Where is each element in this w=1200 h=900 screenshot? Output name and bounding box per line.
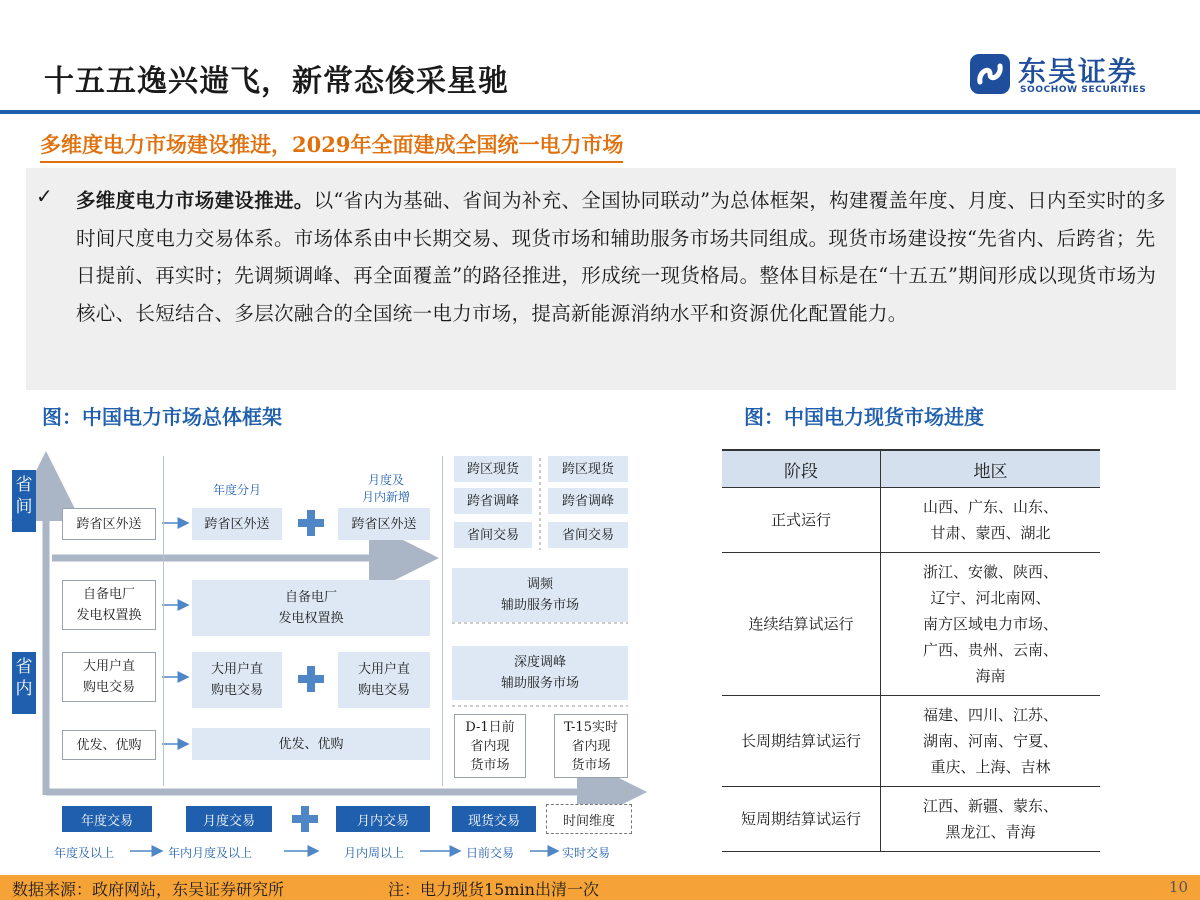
logo-text-cn: 东吴证券: [1018, 55, 1139, 88]
footer-note: 注：电力现货15min出清一次: [388, 880, 599, 899]
box-direct-left: 大用户直 购电交易: [62, 652, 156, 702]
summary-text: [76, 182, 1166, 332]
box-spot-c1-r2: 跨省调峰: [454, 488, 532, 514]
timeline-label: 年内月度及以上: [168, 846, 253, 860]
company-logo: [968, 52, 1178, 98]
side-label-interprovincial: [12, 470, 36, 532]
summary-body: 以“省内为基础、省间为补充、全国协同联动”为总体框架，构建覆盖年度、月度、日内至实时的多时间尺度电力交易体系。市场体系由中长期交易、现货市场和辅助服务市场共同组成。现货市场建设按“先省内、后跨省；先日提前、再实时；先调频调峰、再全面覆盖”的路径推进，形成统一现货格局。整体目标是在“十五五”期间形成以现货市场为核心、长短结合、多层次融合的全国统一电力市场，提高新能源消纳水平和资源优化配置能力。: [76, 189, 1166, 325]
table-cell-regions: 浙江、安徽、陕西、 辽宁、河北南网、 南方区域电力市场、 广西、贵州、云南、 海南: [881, 553, 1101, 696]
header-divider: [0, 110, 1200, 114]
table-cell-regions: 江西、新疆、蒙东、 黑龙江、青海: [881, 787, 1101, 852]
tab-monthly-trade: 月度交易: [186, 806, 272, 832]
box-captive-left: 自备电厂 发电权置换: [62, 580, 156, 630]
box-cross-region-left: 跨省区外送: [62, 508, 156, 540]
label-annual-monthly: 年度分月: [212, 483, 261, 497]
box-cross-region-right: 跨省区外送: [338, 508, 430, 540]
box-deep-peak: 深度调峰 辅助服务市场: [452, 646, 628, 700]
plus-icon: [298, 510, 324, 536]
timeline-label: 年度及以上: [54, 846, 115, 860]
grid-line: [442, 456, 443, 786]
logo-mark-icon: [968, 52, 1012, 96]
plus-icon: [298, 666, 324, 692]
table-cell-stage: 连续结算试运行: [722, 553, 881, 696]
table-cell-stage: 正式运行: [722, 488, 881, 553]
box-spot-c2-r3: 省间交易: [548, 522, 628, 548]
box-direct-right: 大用户直 购电交易: [338, 652, 430, 708]
box-priority-left: 优发、优购: [62, 730, 156, 760]
table-row: [722, 696, 1100, 787]
box-spot-c1-r1: 跨区现货: [454, 456, 532, 482]
logo-text-en: SOOCHOW SECURITIES: [1020, 85, 1147, 95]
box-captive-mid: 自备电厂 发电权置换: [192, 580, 430, 636]
footer-bar: [0, 875, 1200, 900]
market-framework-diagram: [0, 440, 700, 860]
table-row: [722, 787, 1100, 852]
table-cell-stage: 长周期结算试运行: [722, 696, 881, 787]
box-spot-c2-r1: 跨区现货: [548, 456, 628, 482]
right-figure-caption: 图：中国电力现货市场进度: [744, 405, 984, 429]
timeline-label: 月内周以上: [344, 846, 405, 860]
side-label-intraprovincial: [12, 652, 36, 714]
summary-box: [26, 168, 1176, 390]
time-dimension-label: 时间维度: [546, 804, 632, 834]
summary-lead: 多维度电力市场建设推进。: [76, 189, 314, 212]
table-row: [722, 488, 1100, 553]
table-header-region: 地区: [881, 450, 1101, 488]
plus-icon: [292, 806, 318, 832]
grid-line: [163, 456, 164, 786]
spot-progress-table: [722, 449, 1100, 852]
footer-source: 数据来源：政府网站，东吴证券研究所: [12, 880, 285, 899]
box-freq-regulation: 调频 辅助服务市场: [452, 568, 628, 622]
side-top-text: 省 间: [15, 475, 33, 517]
timeline-label: 日前交易: [466, 846, 515, 860]
table-header-stage: 阶段: [722, 450, 881, 488]
checkmark-icon: ✓: [36, 184, 53, 208]
box-spot-c1-r3: 省间交易: [454, 522, 532, 548]
box-direct-mid: 大用户直 购电交易: [192, 652, 282, 708]
box-day-ahead: D-1日前 省内现 货市场: [454, 714, 526, 778]
box-real-time: T-15实时 省内现 货市场: [554, 714, 628, 778]
label-monthly-new: 月度及 月内新增: [361, 473, 410, 504]
left-figure-caption: 图：中国电力市场总体框架: [42, 405, 282, 429]
table-cell-regions: 福建、四川、江苏、 湖南、河南、宁夏、 重庆、上海、吉林: [881, 696, 1101, 787]
page-number: 10: [1168, 878, 1188, 896]
tab-intramonth-trade: 月内交易: [336, 806, 430, 832]
timeline-label: 实时交易: [562, 846, 611, 860]
table-cell-stage: 短周期结算试运行: [722, 787, 881, 852]
table-row: [722, 553, 1100, 696]
tab-annual-trade: 年度交易: [62, 806, 152, 832]
table-header-row: [722, 450, 1100, 488]
box-priority-mid: 优发、优购: [192, 728, 430, 760]
box-cross-region-mid: 跨省区外送: [192, 508, 282, 540]
tab-spot-trade: 现货交易: [452, 806, 536, 832]
side-bottom-text: 省 内: [15, 657, 33, 699]
box-spot-c2-r2: 跨省调峰: [548, 488, 628, 514]
page-title: 十五五逸兴遄飞，新常态俊采星驰: [44, 64, 509, 99]
section-subtitle: 多维度电力市场建设推进，2029年全面建成全国统一电力市场: [40, 129, 623, 163]
table-cell-regions: 山西、广东、山东、 甘肃、蒙西、湖北: [881, 488, 1101, 553]
